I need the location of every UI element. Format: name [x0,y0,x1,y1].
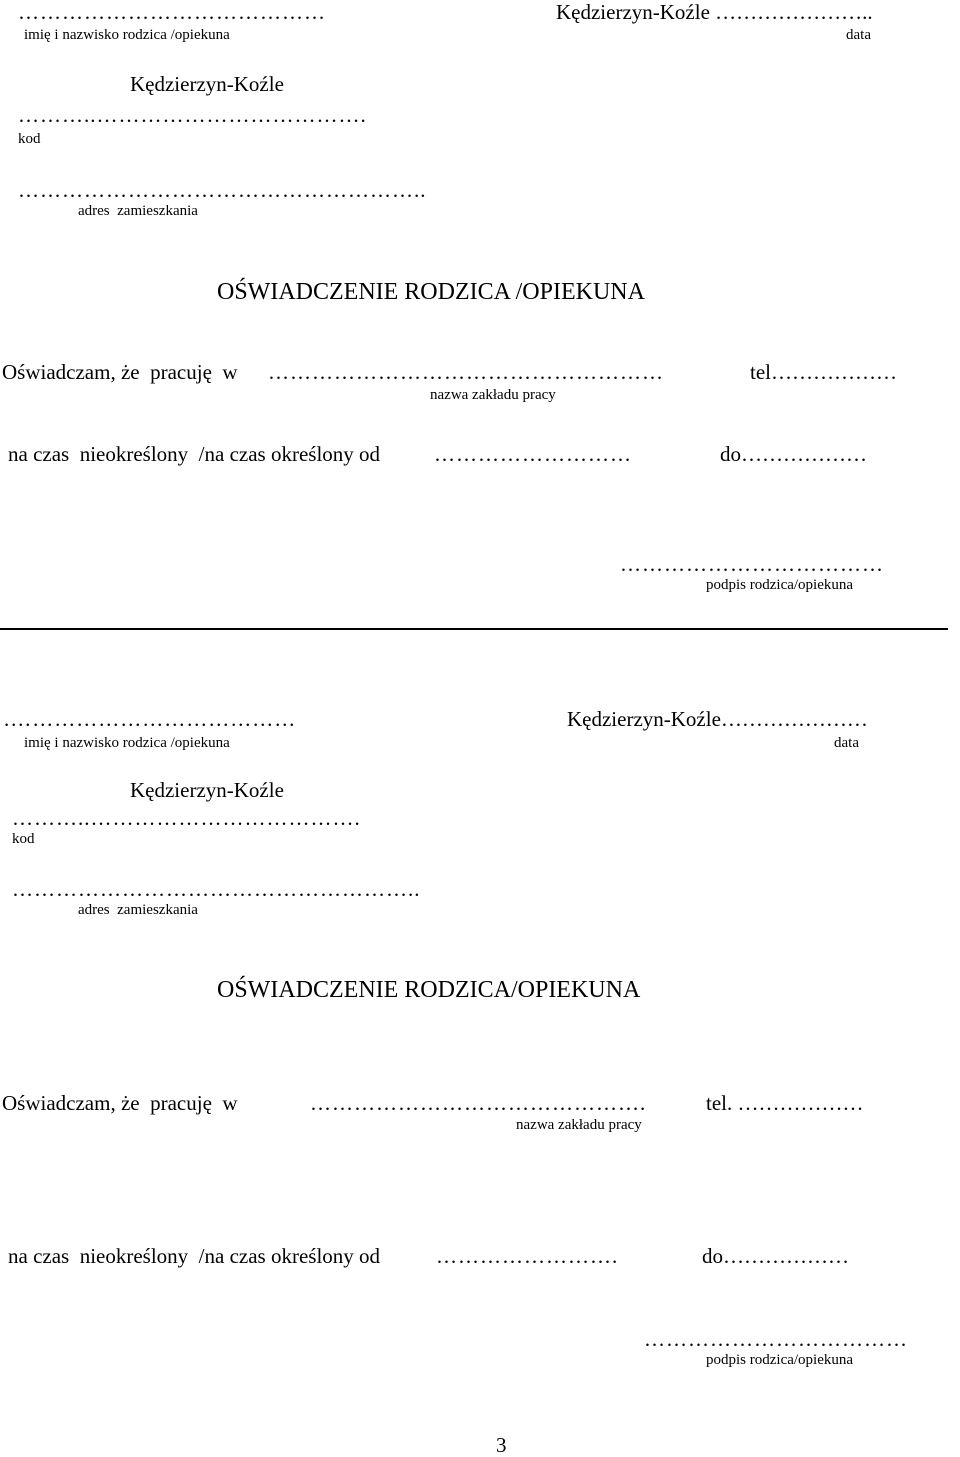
form2-code-label: kod [12,831,35,847]
form2-title: OŚWIADCZENIE RODZICA/OPIEKUNA [217,977,641,1003]
form2-signature-label: podpis rodzica/opiekuna [706,1352,854,1368]
form1-signature-line[interactable]: ……………………………… [620,552,884,576]
form1-statement-prefix: Oświadczam, że pracuję w [2,360,238,384]
form2-name-line[interactable]: .………………………………… [4,707,297,731]
form1-tel-line[interactable]: tel……………… [750,360,897,384]
form1-address-label: adres zamieszkania [78,203,198,219]
form1-title: OŚWIADCZENIE RODZICA /OPIEKUNA [217,279,645,305]
form2-from-line[interactable]: ……………………. [436,1244,619,1268]
form1-city-date-line[interactable]: Kędzierzyn-Koźle ………………….. [556,0,873,24]
form2-statement-prefix: Oświadczam, że pracuję w [2,1091,238,1115]
form1-signature-label: podpis rodzica/opiekuna [706,577,854,593]
form1-from-line[interactable]: ……………………… [434,442,632,466]
form2-date-label: data [834,735,859,751]
form2-tel-line[interactable]: tel. ……………… [706,1091,864,1115]
form1-city: Kędzierzyn-Koźle [130,72,284,96]
form2-period-text: na czas nieokreślony /na czas określony od [8,1244,381,1268]
form1-date-label: data [846,27,871,43]
form2-city-date-line[interactable]: Kędzierzyn-Koźle………………… [567,707,868,731]
form1-workplace-label: nazwa zakładu pracy [430,387,556,403]
form2-address-line[interactable]: ……………………………………………….. [12,877,421,901]
form1-period-text: na czas nieokreślony /na czas określony od [8,442,381,466]
form1-workplace-line[interactable]: ……………………………………………… [268,360,664,384]
form2-workplace-line[interactable]: ………………………………………. [310,1091,647,1115]
form2-signature-line[interactable]: ……………………………… [644,1327,908,1351]
form2-to-line[interactable]: do……………… [702,1244,849,1268]
form2-address-label: adres zamieszkania [78,902,198,918]
form1-name-line[interactable]: …………………………………… [18,0,326,24]
form1-name-label: imię i nazwisko rodzica /opiekuna [24,27,230,43]
form2-workplace-label: nazwa zakładu pracy [516,1117,642,1133]
form2-name-label: imię i nazwisko rodzica /opiekuna [24,735,230,751]
separator-rule [0,628,948,630]
form1-address-line[interactable]: ……………………………………………….. [18,178,427,202]
form2-code-line[interactable]: ………..………………………………. [12,806,361,830]
form1-to-line[interactable]: do……………… [720,442,867,466]
form1-code-line[interactable]: ………..………………………………. [18,103,367,127]
form2-city: Kędzierzyn-Koźle [130,778,284,802]
page-number: 3 [496,1433,507,1457]
form1-code-label: kod [18,131,41,147]
